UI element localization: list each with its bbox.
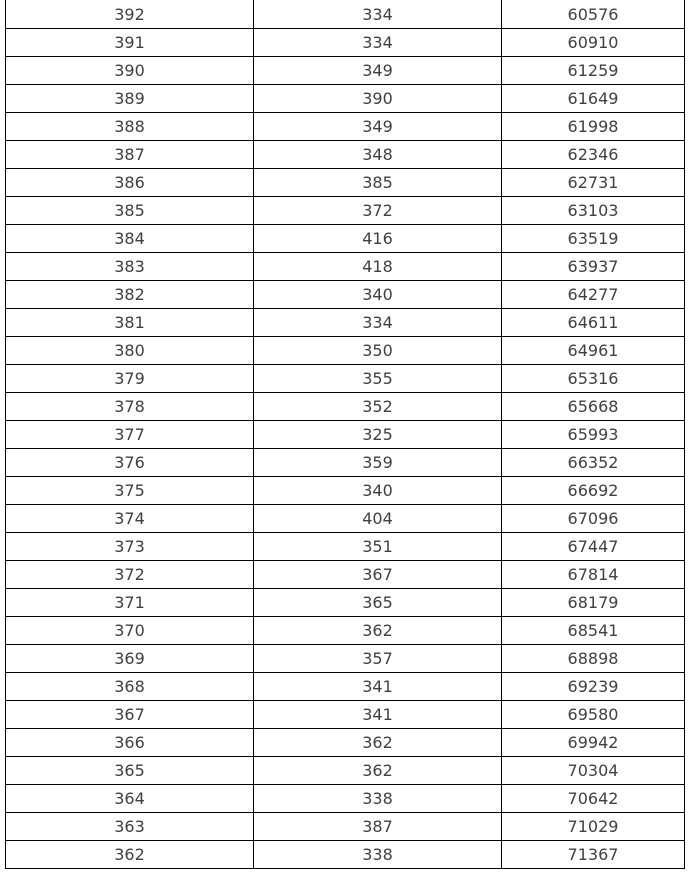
cumulative-cell: 71367 xyxy=(502,841,685,869)
count-cell: 334 xyxy=(254,309,502,337)
cumulative-cell: 69942 xyxy=(502,729,685,757)
score-cell: 389 xyxy=(6,85,254,113)
table-row xyxy=(6,365,685,393)
table-row xyxy=(6,113,685,141)
count-cell: 348 xyxy=(254,141,502,169)
count-cell: 362 xyxy=(254,729,502,757)
cumulative-cell: 66692 xyxy=(502,477,685,505)
table-row xyxy=(6,393,685,421)
count-cell: 338 xyxy=(254,785,502,813)
table-row xyxy=(6,645,685,673)
score-cell: 381 xyxy=(6,309,254,337)
table-row xyxy=(6,29,685,57)
table-row xyxy=(6,337,685,365)
score-cell: 363 xyxy=(6,813,254,841)
count-cell: 351 xyxy=(254,533,502,561)
score-cell: 382 xyxy=(6,281,254,309)
score-cell: 379 xyxy=(6,365,254,393)
cumulative-cell: 68898 xyxy=(502,645,685,673)
count-cell: 349 xyxy=(254,57,502,85)
count-cell: 416 xyxy=(254,225,502,253)
count-cell: 355 xyxy=(254,365,502,393)
table-row xyxy=(6,197,685,225)
score-cell: 369 xyxy=(6,645,254,673)
cumulative-cell: 67447 xyxy=(502,533,685,561)
cumulative-cell: 61259 xyxy=(502,57,685,85)
cumulative-cell: 62731 xyxy=(502,169,685,197)
score-cell: 377 xyxy=(6,421,254,449)
table-body xyxy=(6,0,685,869)
score-cell: 371 xyxy=(6,589,254,617)
score-cell: 392 xyxy=(6,0,254,29)
score-cell: 368 xyxy=(6,673,254,701)
count-cell: 334 xyxy=(254,29,502,57)
score-cell: 364 xyxy=(6,785,254,813)
cumulative-cell: 63519 xyxy=(502,225,685,253)
score-cell: 387 xyxy=(6,141,254,169)
table-row xyxy=(6,57,685,85)
cumulative-cell: 67096 xyxy=(502,505,685,533)
cumulative-cell: 61649 xyxy=(502,85,685,113)
score-cell: 362 xyxy=(6,841,254,869)
count-cell: 334 xyxy=(254,0,502,29)
table-row xyxy=(6,281,685,309)
count-cell: 357 xyxy=(254,645,502,673)
count-cell: 385 xyxy=(254,169,502,197)
count-cell: 372 xyxy=(254,197,502,225)
count-cell: 359 xyxy=(254,449,502,477)
cumulative-cell: 71029 xyxy=(502,813,685,841)
cumulative-cell: 69580 xyxy=(502,701,685,729)
count-cell: 362 xyxy=(254,617,502,645)
cumulative-cell: 65668 xyxy=(502,393,685,421)
table-row xyxy=(6,477,685,505)
table-row xyxy=(6,505,685,533)
count-cell: 349 xyxy=(254,113,502,141)
count-cell: 387 xyxy=(254,813,502,841)
score-cell: 366 xyxy=(6,729,254,757)
score-cell: 385 xyxy=(6,197,254,225)
table-row xyxy=(6,309,685,337)
score-cell: 391 xyxy=(6,29,254,57)
table-row xyxy=(6,225,685,253)
count-cell: 352 xyxy=(254,393,502,421)
cumulative-cell: 63103 xyxy=(502,197,685,225)
count-cell: 404 xyxy=(254,505,502,533)
table-row xyxy=(6,617,685,645)
count-cell: 367 xyxy=(254,561,502,589)
cumulative-cell: 68179 xyxy=(502,589,685,617)
table-row xyxy=(6,421,685,449)
cumulative-cell: 61998 xyxy=(502,113,685,141)
score-table xyxy=(5,0,685,869)
cumulative-cell: 68541 xyxy=(502,617,685,645)
score-cell: 376 xyxy=(6,449,254,477)
score-cell: 374 xyxy=(6,505,254,533)
cumulative-cell: 64277 xyxy=(502,281,685,309)
cumulative-cell: 70642 xyxy=(502,785,685,813)
count-cell: 365 xyxy=(254,589,502,617)
table-row xyxy=(6,813,685,841)
count-cell: 325 xyxy=(254,421,502,449)
count-cell: 390 xyxy=(254,85,502,113)
score-cell: 372 xyxy=(6,561,254,589)
count-cell: 341 xyxy=(254,701,502,729)
table-row xyxy=(6,841,685,869)
table-row xyxy=(6,785,685,813)
score-cell: 384 xyxy=(6,225,254,253)
cumulative-cell: 70304 xyxy=(502,757,685,785)
table-row xyxy=(6,673,685,701)
cumulative-cell: 62346 xyxy=(502,141,685,169)
score-cell: 365 xyxy=(6,757,254,785)
score-cell: 380 xyxy=(6,337,254,365)
count-cell: 340 xyxy=(254,477,502,505)
table-row xyxy=(6,253,685,281)
table-row xyxy=(6,757,685,785)
cumulative-cell: 69239 xyxy=(502,673,685,701)
table-row xyxy=(6,533,685,561)
count-cell: 340 xyxy=(254,281,502,309)
table-row xyxy=(6,701,685,729)
score-cell: 367 xyxy=(6,701,254,729)
table-row xyxy=(6,0,685,29)
cumulative-cell: 64611 xyxy=(502,309,685,337)
score-cell: 388 xyxy=(6,113,254,141)
score-cell: 373 xyxy=(6,533,254,561)
count-cell: 362 xyxy=(254,757,502,785)
table-row xyxy=(6,561,685,589)
table-row xyxy=(6,589,685,617)
score-cell: 390 xyxy=(6,57,254,85)
cumulative-cell: 64961 xyxy=(502,337,685,365)
cumulative-cell: 66352 xyxy=(502,449,685,477)
score-cell: 370 xyxy=(6,617,254,645)
cumulative-cell: 60910 xyxy=(502,29,685,57)
table-row xyxy=(6,141,685,169)
count-cell: 338 xyxy=(254,841,502,869)
table-row xyxy=(6,85,685,113)
table-row xyxy=(6,449,685,477)
score-cell: 383 xyxy=(6,253,254,281)
table-row xyxy=(6,729,685,757)
count-cell: 418 xyxy=(254,253,502,281)
table-row xyxy=(6,169,685,197)
score-cell: 378 xyxy=(6,393,254,421)
cumulative-cell: 65316 xyxy=(502,365,685,393)
cumulative-cell: 60576 xyxy=(502,0,685,29)
score-cell: 386 xyxy=(6,169,254,197)
cumulative-cell: 67814 xyxy=(502,561,685,589)
count-cell: 350 xyxy=(254,337,502,365)
score-cell: 375 xyxy=(6,477,254,505)
cumulative-cell: 63937 xyxy=(502,253,685,281)
count-cell: 341 xyxy=(254,673,502,701)
cumulative-cell: 65993 xyxy=(502,421,685,449)
